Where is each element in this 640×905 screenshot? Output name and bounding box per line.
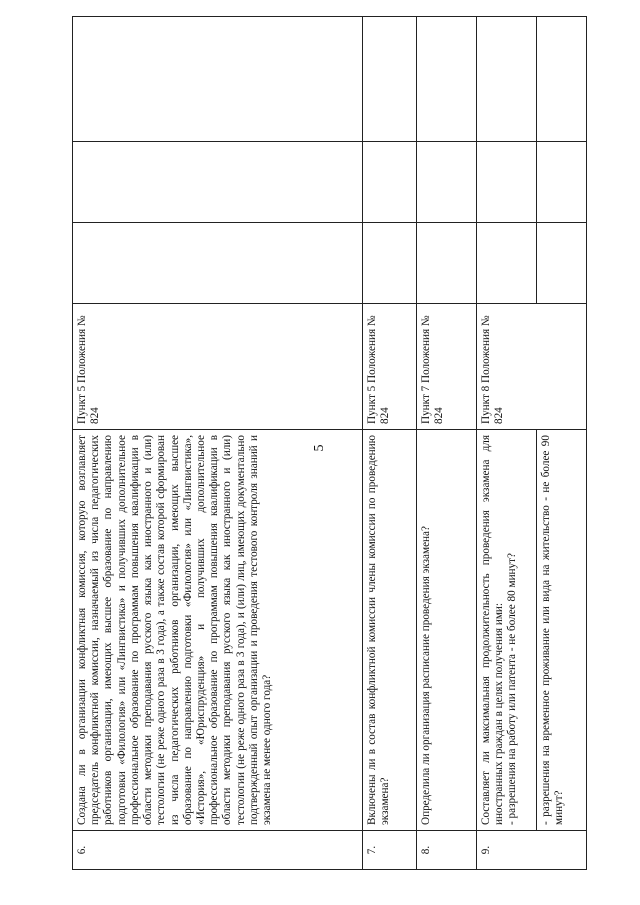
reference-text: Пункт 7 Положения № 824 [417,304,477,430]
answer-cell-yes [477,223,537,304]
note-cell [477,17,537,142]
question-subitem-1: - разрешения на работу или патента - не более 80 минут? [506,553,519,825]
checklist-table [72,16,587,870]
row-number: 8. [417,831,477,870]
row-number: 6. [73,831,363,870]
question-text: Включены ли в состав конфликтной комиссии члены комиссии по проведению экзамена? [363,430,417,831]
answer-cell-yes [537,223,587,304]
question-intro: Составляет ли максимальная продолжительность проведения экзамена для иностранных граждан в целях получения ими: [480,435,506,825]
page-number: 5 [312,444,327,452]
row-number: 7. [363,831,417,870]
note-cell [363,17,417,142]
answer-cell-no [417,142,477,223]
row-number: 9. [477,831,587,870]
table-row [363,17,417,870]
note-cell [417,17,477,142]
table-row [537,17,587,870]
question-text [477,430,537,831]
answer-cell-yes [417,223,477,304]
note-cell [73,17,363,142]
document-table-area [72,30,612,870]
question-subitem-2: - разрешения на временное проживание или вида на жительство - не более 90 минут? [537,430,587,831]
reference-text: Пункт 5 Положения № 824 [363,304,417,430]
table-row [417,17,477,870]
answer-cell-no [537,142,587,223]
note-cell [537,17,587,142]
answer-cell-yes [73,223,363,304]
answer-cell-no [477,142,537,223]
question-text: Создана ли в организации конфликтная комиссия, которую возглавляет председатель конфликтной комиссии, назначаемый из числа педагогических работников организации, имеющих высшее образование по направлению подготовки «Филология» или «Лингвистика» и получивших дополнительное профессиональное образование по программам повышения квалификации в области методики преподавания русского языка как иностранного и (или) тестологии (не реже одного раза в 3 года), а также состав которой сформирован из числа педагогических работников организации, имеющих высшее образование по направлению подготовки «Филология» или «Лингвистика», «История», «Юриспруденция» и получивших дополнительное профессиональное образование по программам повышения квалификации в области методики преподавания русского языка как иностранного и (или) тестологии (не реже одного раза в 3 года), и (или) лиц, имеющих документально подтвержденный опыт организации и проведения тестового контроля знаний и экзамена не менее одного года? [73,430,363,831]
question-text: Определила ли организация расписание проведения экзамена? [417,430,477,831]
answer-cell-no [73,142,363,223]
reference-text: Пункт 8 Положения № 824 [477,304,587,430]
table-row [73,17,363,870]
answer-cell-no [363,142,417,223]
table-row [477,17,537,870]
rotated-sheet [72,30,612,870]
reference-text: Пункт 5 Положения № 824 [73,304,363,430]
answer-cell-yes [363,223,417,304]
